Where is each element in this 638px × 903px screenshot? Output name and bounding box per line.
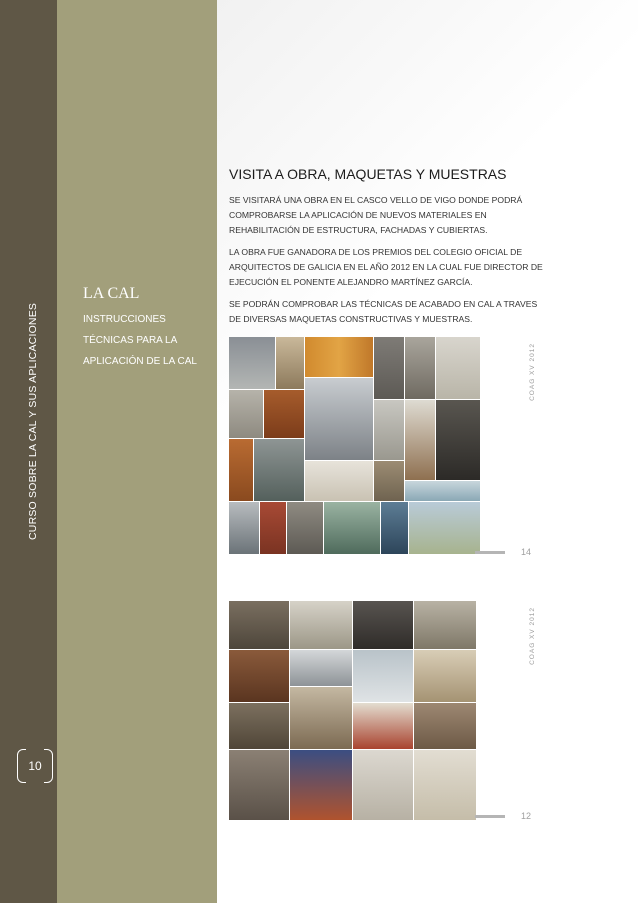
vertical-course-title: CURSO SOBRE LA CAL Y SUS APLICACIONES: [27, 302, 39, 540]
photo-site: [229, 703, 289, 749]
photo-window: [436, 337, 480, 399]
main-heading: VISITA A OBRA, MAQUETAS Y MUESTRAS: [229, 166, 507, 182]
photo-red-frame: [260, 502, 286, 554]
photo-sash: [229, 502, 259, 554]
photo-wood-door: [229, 439, 253, 501]
photo-plaster: [414, 650, 476, 702]
photo-sample: [414, 750, 476, 820]
photo-panel: [353, 750, 413, 820]
sidebar-olive-panel: [57, 0, 217, 903]
photo-beam: [353, 601, 413, 649]
photo-lane: [305, 378, 373, 460]
photo-stone: [287, 502, 323, 554]
photo-scaffold: [229, 601, 289, 649]
photo-crane: [290, 750, 352, 820]
photo-interior: [290, 601, 352, 649]
page-number-value: 10: [28, 759, 42, 773]
photo-tree: [409, 502, 480, 554]
photo-collage-construction: [229, 601, 539, 823]
photo-red-house: [405, 400, 435, 480]
section-subtitle-line: APLICACIÓN DE LA CAL: [83, 356, 197, 367]
page-number: [17, 749, 53, 783]
photo-door: [264, 390, 304, 438]
photo-shutters: [305, 337, 373, 377]
collage-side-label: COAG XV 2012: [529, 343, 536, 401]
photo-balcony: [305, 461, 373, 501]
paragraph-models: SE PODRÁN COMPROBAR LAS TÉCNICAS DE ACABADO EN CAL A TRAVES DE DIVERSAS MAQUETAS CONSTRUCTIVAS Y MUESTRAS.: [229, 299, 538, 325]
collage-logo-mark: [475, 815, 505, 818]
photo-teal-shutter: [324, 502, 380, 554]
photo-green-shutters: [254, 439, 304, 501]
photo-roof-frame: [290, 650, 352, 686]
photo-facade: [276, 337, 304, 389]
photo-wood-board: [414, 703, 476, 749]
photo-facade-work: [290, 687, 352, 749]
photo-wall: [229, 390, 263, 438]
section-subtitle-line: TÉCNICAS PARA LA: [83, 335, 178, 346]
collage-slide-number: 14: [520, 547, 531, 557]
photo-red-tool: [353, 703, 413, 749]
paragraph-visit: SE VISITARÁ UNA OBRA EN EL CASCO VELLO DE VIGO DONDE PODRÁ COMPROBARSE LA APLICACIÓN DE NUEVOS MATERIALES EN REHABILITACIÓN DE ESTRUCTURA, FACHADAS Y CUBIERTAS.: [229, 195, 523, 236]
photo-arch: [229, 750, 289, 820]
photo-alley: [374, 337, 404, 399]
paragraph-award: LA OBRA FUE GANADORA DE LOS PREMIOS DEL COLEGIO OFICIAL DE ARQUITECTOS DE GALICIA EN EL AÑO 2012 EN LA CUAL FUE DIRECTOR DE EJECUCIÓN EL PONENTE ALEJANDRO MARTÍNEZ GARCÍA.: [229, 247, 543, 288]
photo-gable: [374, 400, 404, 460]
section-subtitle: [83, 309, 213, 372]
photo-brick: [229, 650, 289, 702]
collage-side-label: COAG XV 2012: [529, 607, 536, 665]
collage-logo-mark: [475, 551, 505, 554]
photo-roof: [374, 461, 404, 501]
photo-tools: [414, 601, 476, 649]
photo-blue-door: [381, 502, 408, 554]
photo-red-detail: [353, 650, 413, 702]
section-subtitle-line: INSTRUCCIONES: [83, 314, 166, 325]
photo-passage: [436, 400, 480, 480]
photo-windows-blue: [405, 481, 480, 501]
photo-street: [229, 337, 275, 389]
collage-slide-number: 12: [520, 811, 531, 821]
photo-tower: [405, 337, 435, 399]
photo-collage-buildings: [229, 337, 539, 559]
section-title: LA CAL: [83, 285, 140, 302]
